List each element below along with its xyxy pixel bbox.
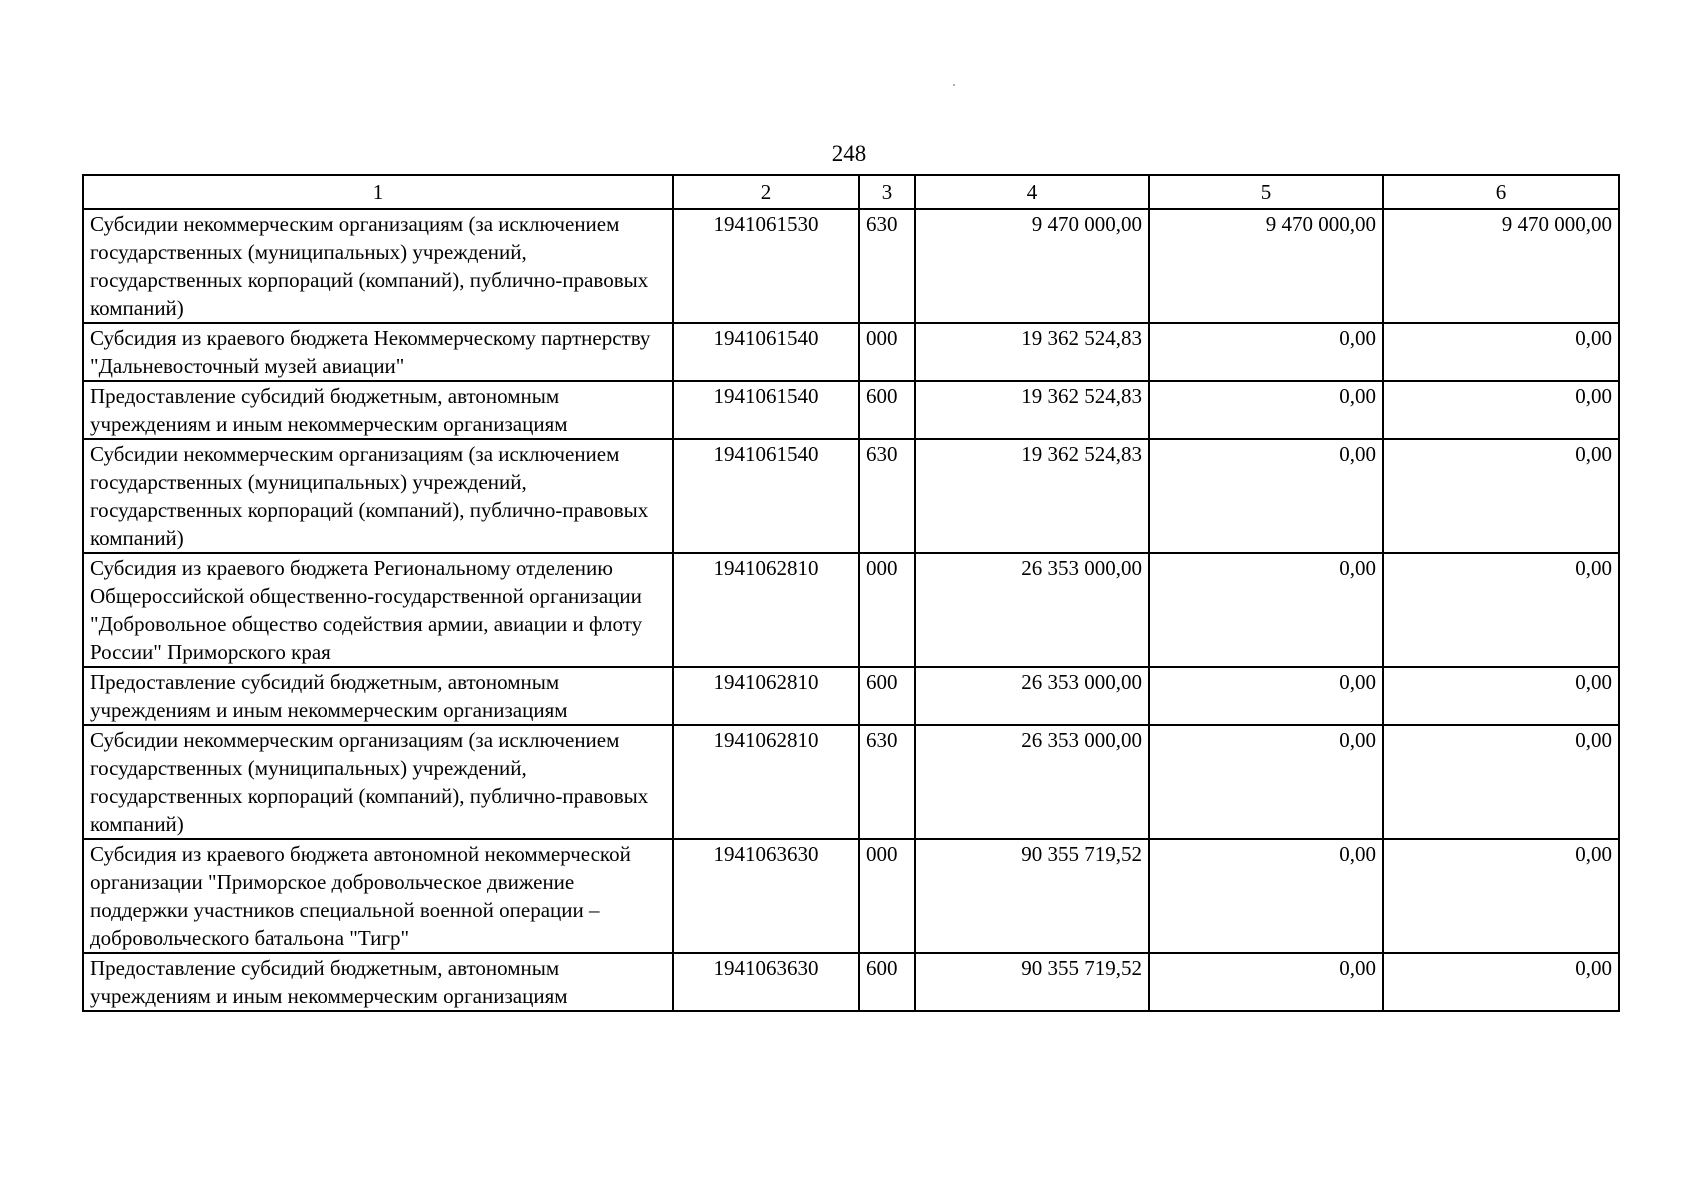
target-article-code: 1941063630 [673,839,859,953]
amount-col6: 0,00 [1383,839,1619,953]
column-header: 6 [1383,175,1619,209]
amount-col6: 0,00 [1383,953,1619,1011]
expense-name: Предоставление субсидий бюджетным, автономным учреждениям и иным некоммерческим организациям [83,667,673,725]
page-number: 248 [831,141,867,166]
target-article-code: 1941061530 [673,209,859,323]
amount-col5: 0,00 [1149,553,1383,667]
amount-col4: 90 355 719,52 [915,839,1149,953]
target-article-code: 1941061540 [673,381,859,439]
expense-type-code: 630 [859,209,915,323]
column-header: 5 [1149,175,1383,209]
expense-type-code: 600 [859,953,915,1011]
column-header: 3 [859,175,915,209]
amount-col4: 26 353 000,00 [915,667,1149,725]
amount-col6: 0,00 [1383,381,1619,439]
target-article-code: 1941062810 [673,725,859,839]
table-row [83,553,1619,667]
amount-col5: 0,00 [1149,839,1383,953]
amount-col4: 19 362 524,83 [915,439,1149,553]
amount-col4: 90 355 719,52 [915,953,1149,1011]
amount-col5: 0,00 [1149,439,1383,553]
column-header: 2 [673,175,859,209]
expense-name: Субсидии некоммерческим организациям (за исключением государственных (муниципальных) учреждений, государственных корпораций (компаний), публично-правовых компаний) [83,725,673,839]
expense-name: Субсидия из краевого бюджета Региональному отделению Общероссийской общественно-государственной организации "Добровольное общество содействия армии, авиации и флоту России" Приморского края [83,553,673,667]
expense-type-code: 630 [859,439,915,553]
amount-col4: 19 362 524,83 [915,323,1149,381]
amount-col6: 0,00 [1383,725,1619,839]
amount-col6: 0,00 [1383,553,1619,667]
expense-type-code: 000 [859,839,915,953]
table-row [83,209,1619,323]
amount-col5: 0,00 [1149,725,1383,839]
budget-table [82,174,1620,1012]
amount-col5: 0,00 [1149,323,1383,381]
header-row [83,175,1619,209]
table-row [83,323,1619,381]
table-row [83,725,1619,839]
expense-type-code: 000 [859,553,915,667]
expense-name: Субсидия из краевого бюджета Некоммерческому партнерству "Дальневосточный музей авиации" [83,323,673,381]
table-row [83,381,1619,439]
amount-col5: 0,00 [1149,381,1383,439]
amount-col6: 0,00 [1383,439,1619,553]
amount-col6: 9 470 000,00 [1383,209,1619,323]
target-article-code: 1941061540 [673,323,859,381]
expense-name: Предоставление субсидий бюджетным, автономным учреждениям и иным некоммерческим организациям [83,953,673,1011]
expense-name: Субсидии некоммерческим организациям (за исключением государственных (муниципальных) учреждений, государственных корпораций (компаний), публично-правовых компаний) [83,209,673,323]
column-header: 4 [915,175,1149,209]
scan-speck [953,84,955,86]
amount-col4: 26 353 000,00 [915,553,1149,667]
amount-col5: 9 470 000,00 [1149,209,1383,323]
table-row [83,439,1619,553]
amount-col6: 0,00 [1383,667,1619,725]
amount-col4: 9 470 000,00 [915,209,1149,323]
table-row [83,839,1619,953]
amount-col6: 0,00 [1383,323,1619,381]
expense-type-code: 600 [859,667,915,725]
table-row [83,953,1619,1011]
amount-col5: 0,00 [1149,953,1383,1011]
target-article-code: 1941062810 [673,667,859,725]
expense-name: Субсидии некоммерческим организациям (за исключением государственных (муниципальных) учреждений, государственных корпораций (компаний), публично-правовых компаний) [83,439,673,553]
table-row [83,667,1619,725]
amount-col4: 19 362 524,83 [915,381,1149,439]
expense-type-code: 000 [859,323,915,381]
expense-type-code: 630 [859,725,915,839]
expense-type-code: 600 [859,381,915,439]
target-article-code: 1941062810 [673,553,859,667]
amount-col5: 0,00 [1149,667,1383,725]
target-article-code: 1941063630 [673,953,859,1011]
amount-col4: 26 353 000,00 [915,725,1149,839]
expense-name: Субсидия из краевого бюджета автономной некоммерческой организации "Приморское добровольческое движение поддержки участников специальной военной операции – добровольческого батальона "Тигр" [83,839,673,953]
column-header: 1 [83,175,673,209]
expense-name: Предоставление субсидий бюджетным, автономным учреждениям и иным некоммерческим организациям [83,381,673,439]
target-article-code: 1941061540 [673,439,859,553]
